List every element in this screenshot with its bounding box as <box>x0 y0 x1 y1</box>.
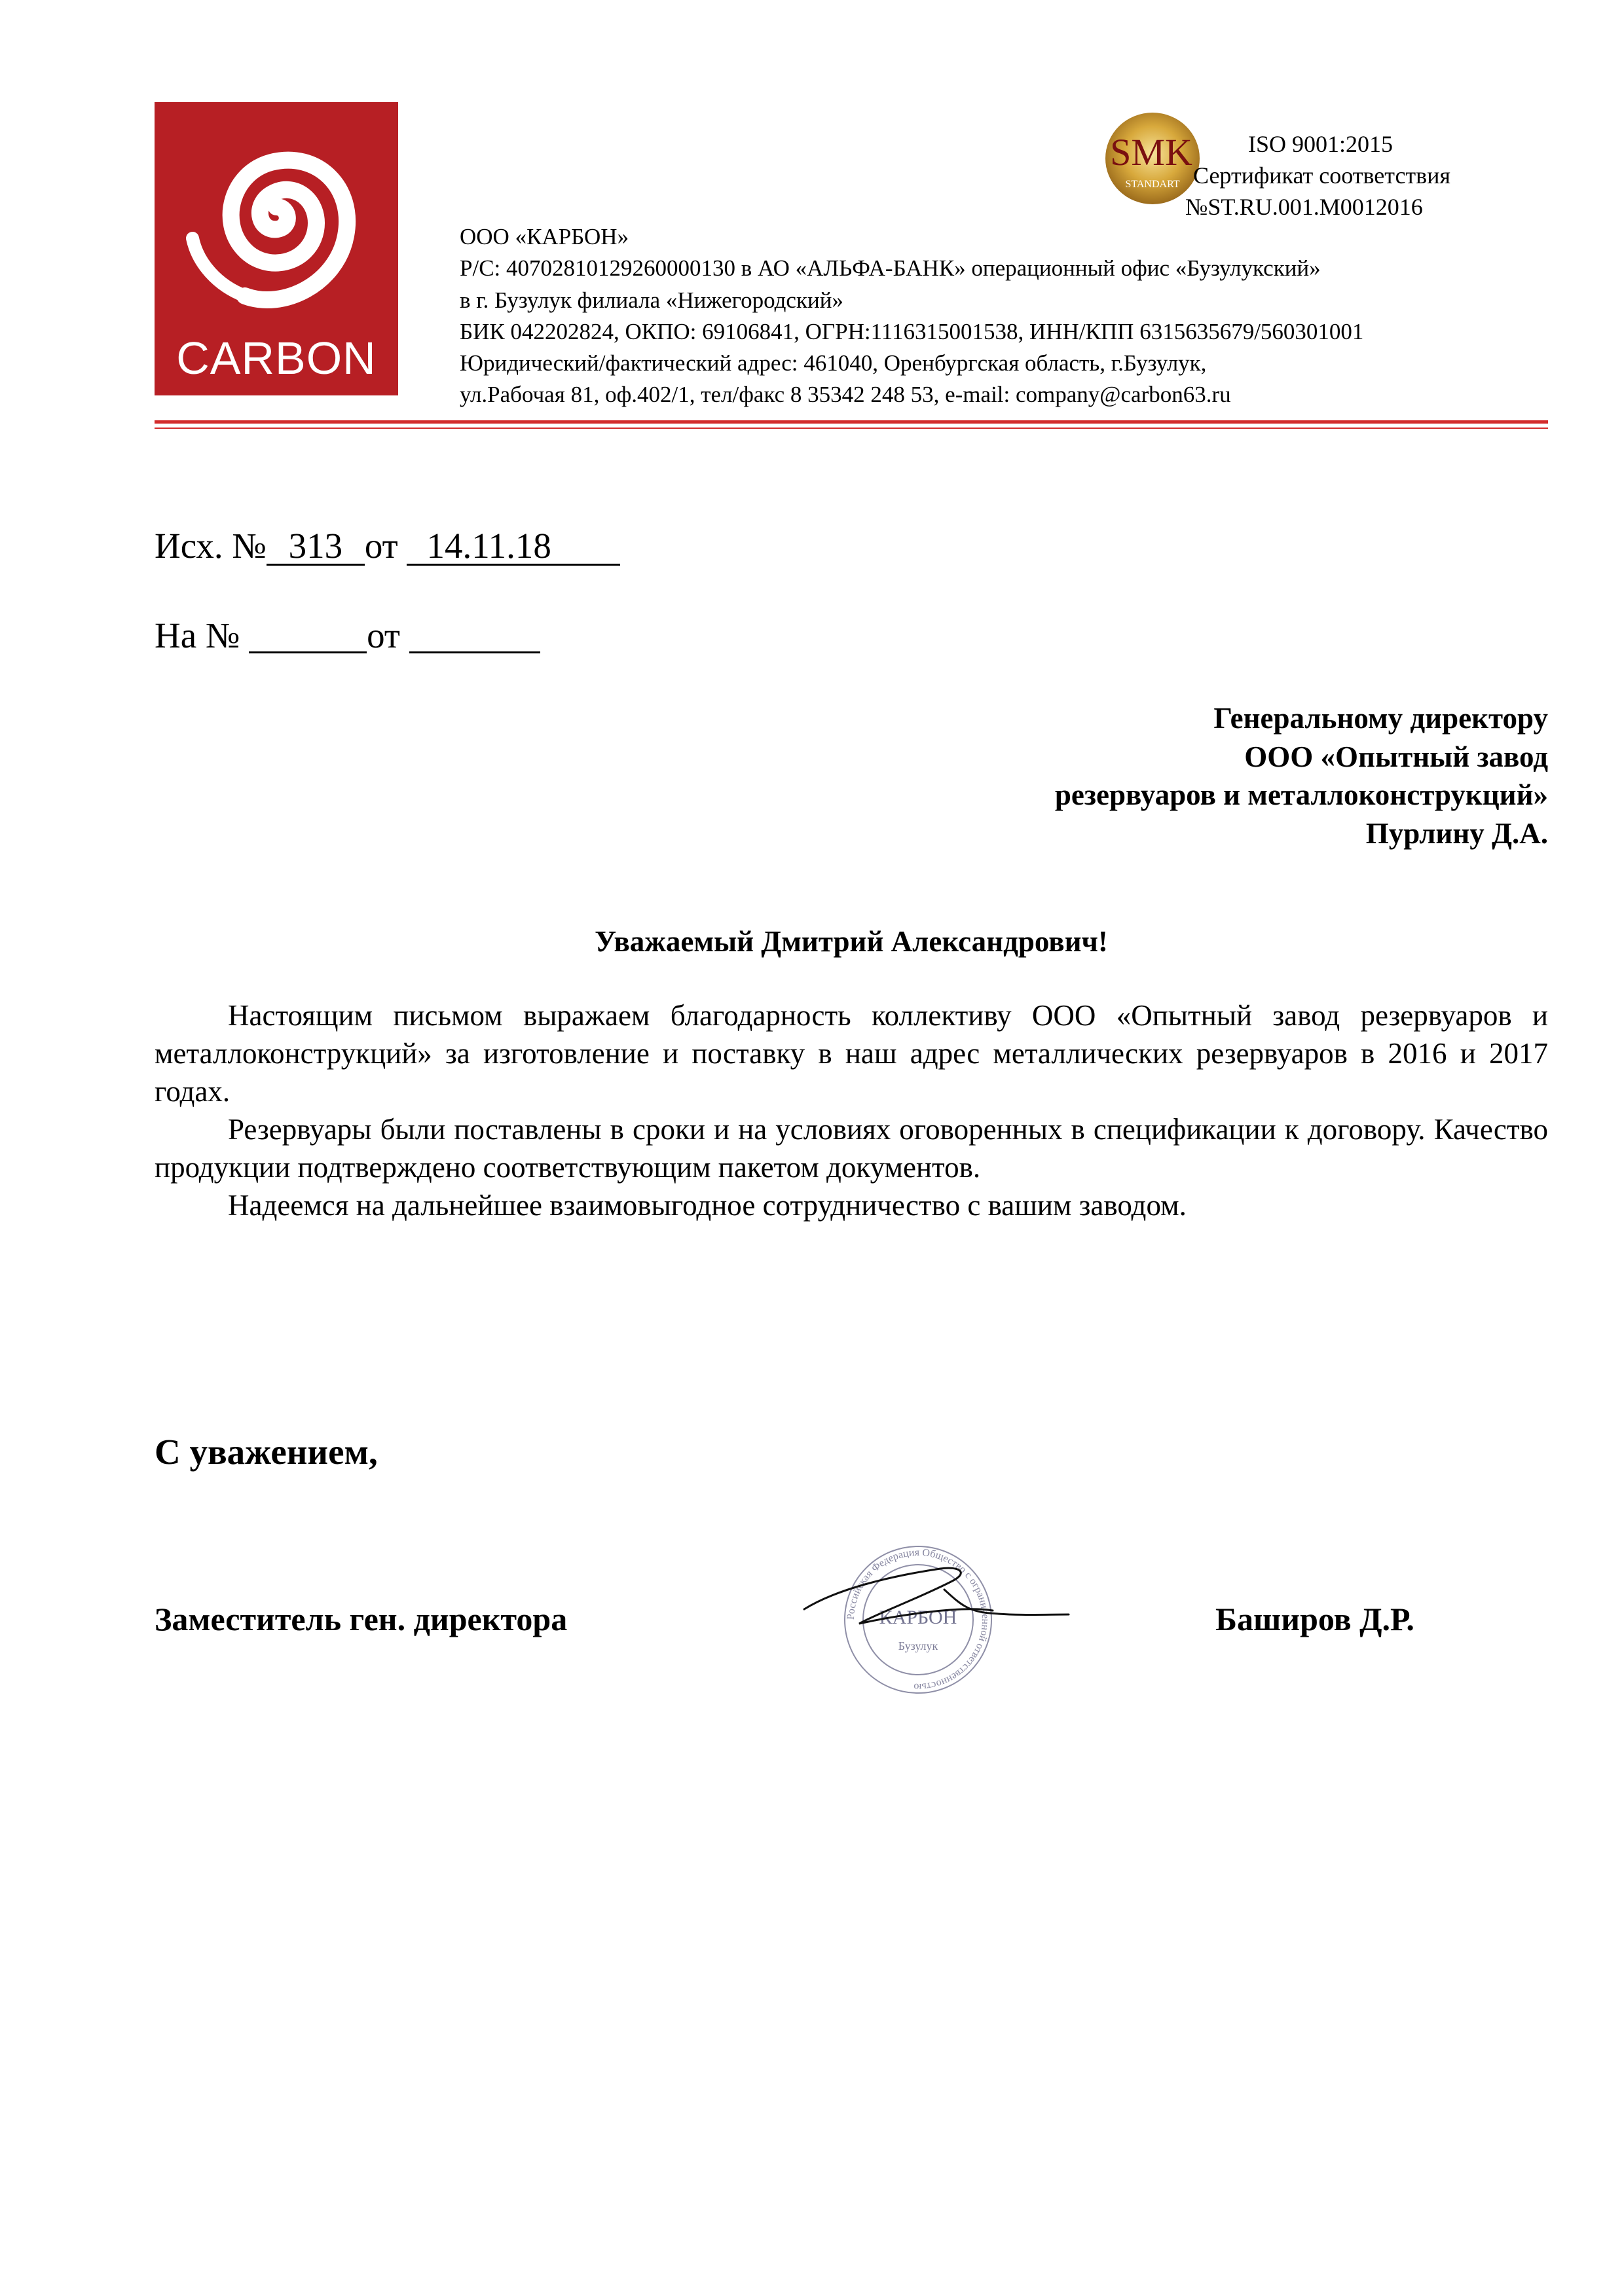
reply-reference <box>155 617 540 653</box>
stamp-city-text: Бузулук <box>898 1639 938 1652</box>
reply-number-label: На № <box>155 615 240 655</box>
addressee-name: Пурлину Д.А. <box>1365 816 1548 850</box>
company-stamp-and-signature <box>796 1537 1071 1707</box>
certificate-label: Сертификат соответствия <box>1193 162 1450 189</box>
addressee-position: Генеральному директору <box>1213 702 1548 735</box>
outgoing-date-label: от <box>364 526 398 566</box>
addressee-company-cont: резервуаров и металлоконструкций» <box>1054 778 1548 811</box>
bank-branch: в г. Бузулук филиала «Нижегородский» <box>460 287 843 313</box>
outgoing-reference <box>155 528 620 566</box>
closing-regards: С уважением, <box>155 1432 378 1472</box>
addressee-block <box>1055 699 1548 852</box>
company-address: Юридический/фактический адрес: 461040, Оренбургская область, г.Бузулук, <box>460 350 1207 376</box>
stamp-ring-text: Российская Федерация Общество с ограниченной ответственностью <box>845 1546 991 1693</box>
company-details <box>460 221 1363 411</box>
reply-date <box>409 619 540 653</box>
company-registration-codes: БИК 042202824, ОКПО: 69106841, ОГРН:1116315001538, ИНН/КПП 6315635679/560301001 <box>460 318 1364 344</box>
logo-wordmark: CARBON <box>176 333 377 384</box>
letterhead-divider-thin <box>155 428 1548 429</box>
body-paragraph: Резервуары были поставлены в сроки и на условиях оговоренных в спецификации к договору. Качество продукции подтверждено соответствующим пакетом документов. <box>155 1113 1548 1184</box>
outgoing-number: 313 <box>267 528 365 566</box>
signer-position: Заместитель ген. директора <box>155 1601 568 1637</box>
body-paragraph: Надеемся на дальнейшее взаимовыгодное сотрудничество с вашим заводом. <box>228 1189 1187 1222</box>
bank-account: Р/С: 40702810129260000130 в АО «АЛЬФА-БАНК» операционный офис «Бузулукский» <box>460 255 1321 282</box>
letterhead-divider <box>155 420 1548 424</box>
iso-standard: ISO 9001:2015 <box>1248 131 1393 157</box>
reply-number <box>249 619 367 653</box>
letter-body <box>155 996 1548 1224</box>
outgoing-number-label: Исх. № <box>155 526 267 566</box>
reply-date-label: от <box>367 615 400 655</box>
addressee-company: ООО «Опытный завод <box>1244 740 1548 773</box>
certification-block <box>0 128 1450 223</box>
smk-badge-subtext: STANDART <box>1125 179 1180 190</box>
smk-badge-text: SMK <box>1110 131 1192 173</box>
company-name: ООО «КАРБОН» <box>460 224 629 249</box>
certificate-number: №ST.RU.001.M0012016 <box>1185 194 1423 220</box>
signer-name: Баширов Д.Р. <box>1215 1601 1414 1637</box>
outgoing-date: 14.11.18 <box>407 528 620 566</box>
company-contacts: ул.Рабочая 81, оф.402/1, тел/факс 8 35342 248 53, e-mail: company@carbon63.ru <box>460 382 1231 408</box>
salutation: Уважаемый Дмитрий Александрович! <box>595 925 1108 958</box>
stamp-center-text: КАРБОН <box>879 1607 957 1628</box>
body-paragraph: Настоящим письмом выражаем благодарность коллективу ООО «Опытный завод резервуаров и металлоконструкций» за изготовление и поставку в наш адрес металлических резервуаров в 2016 и 2017 годах. <box>155 999 1548 1108</box>
